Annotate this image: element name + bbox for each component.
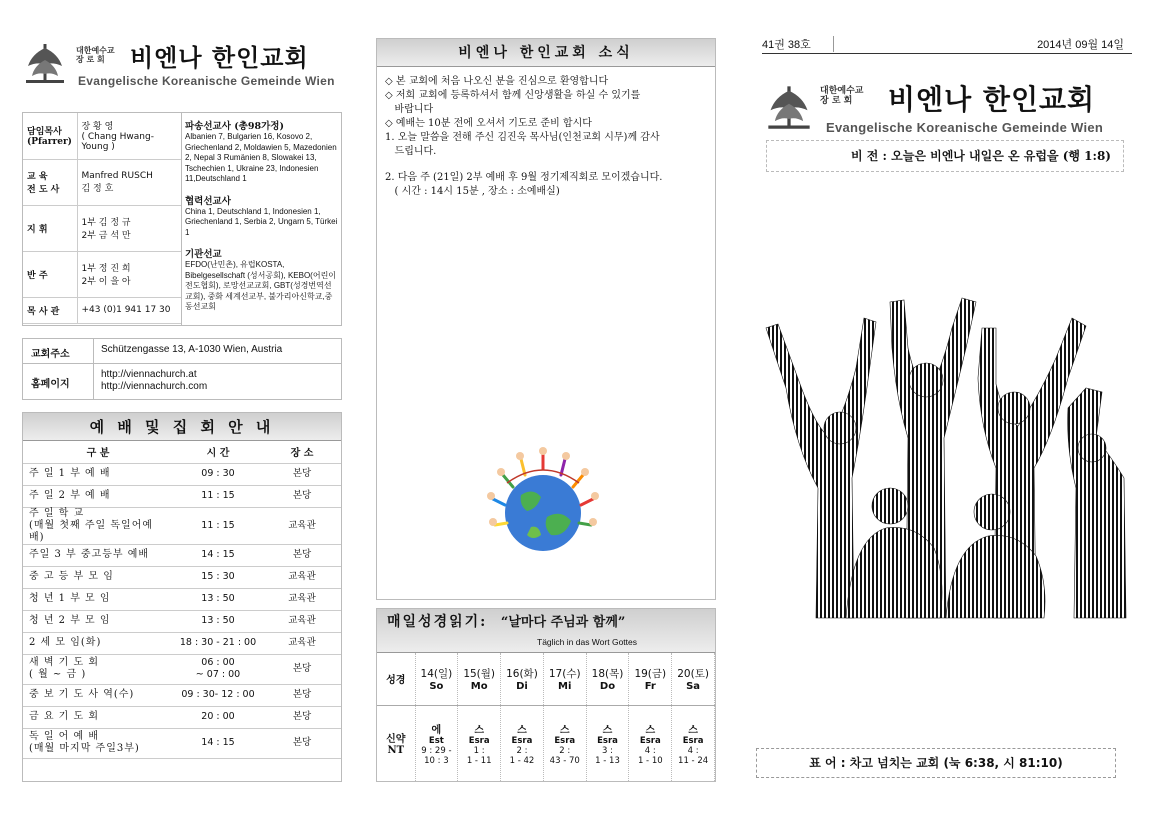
schedule-row [23,654,341,684]
reading-passage [543,705,586,781]
reading-passage [586,705,629,781]
praising-figures-illustration [756,288,1136,628]
schedule-row [23,728,341,758]
church-name-de: Evangelische Koreanische Gemeinde Wien [78,74,335,88]
reading-ref: 9 : 29 - 10 : 3 [421,745,452,766]
schedule-event: 중 보 기 도 사 역(수) [23,684,173,706]
homepage-link-1[interactable]: http://viennachurch.at [101,369,197,380]
volume-number: 41권 38호 [762,36,834,52]
staff-row [23,297,181,323]
schedule-time: 06 : 00 ~ 07 : 00 [173,654,263,684]
reading-day [629,653,672,705]
staff-row [23,113,181,159]
schedule-place: 교육관 [263,588,341,610]
staff-role: 담임목사 (Pfarrer) [23,113,77,159]
staff-box [22,112,342,326]
vision-box [766,140,1124,172]
reading-day [672,653,715,705]
schedule-header-cell: 구 분 [23,441,173,463]
reading-day-ko: 14(일) [420,667,453,680]
church-name-ko: 비엔나 한인교회 [130,44,309,72]
schedule-row [23,632,341,654]
schedule-event: 주 일 1 부 예 배 [23,463,173,485]
reading-passage [458,705,501,781]
reading-book: Esra [511,735,533,746]
schedule-time: 09 : 30- 12 : 00 [173,684,263,706]
reading-book-ko: 스 [559,724,570,736]
reading-book: Esra [682,735,704,746]
homepage-link-2[interactable]: http://viennachurch.com [101,381,208,392]
staff-role: 교 육 전 도 사 [23,159,77,205]
news-item: ◇ 예배는 10분 전에 오셔서 기도로 준비 합시다 [385,118,592,129]
schedule-row [23,588,341,610]
schedule-place: 교육관 [263,610,341,632]
reading-subtitle: Täglich in das Wort Gottes [537,637,637,647]
reading-day [543,653,586,705]
schedule-header-cell: 시 간 [173,441,263,463]
reading-day-de: Do [599,680,616,692]
denomination-bottom: 장 로 회 [76,55,105,64]
church-logo-icon [22,40,68,86]
schedule-place: 교육관 [263,507,341,544]
reading-book-ko: 스 [474,724,484,736]
denomination-top: 대한예수교 [76,46,115,55]
news-item: 1. 오늘 말씀을 전해 주신 김진욱 목사님(인천교회 시무)께 감사 드립니다. [385,132,660,157]
schedule-event: 청 년 1 부 모 임 [23,588,173,610]
schedule-time: 15 : 30 [173,566,263,588]
schedule-time: 09 : 30 [173,463,263,485]
schedule-header-cell: 장 소 [263,441,341,463]
reading-day-de: So [429,680,444,692]
reading-ref: 1 : 1 - 11 [466,745,492,766]
reading-passage [672,705,715,781]
reading-book-ko: 스 [517,724,527,736]
mission-title: 협력선교사 [185,195,231,207]
reading-ref: 2 : 43 - 70 [549,745,580,766]
staff-role: 목 사 관 [23,297,77,323]
schedule-row [23,566,341,588]
schedule-row [23,706,341,728]
news-item: 2. 다음 주 (21일) 2부 예배 후 9월 정기제직회로 모이겠습니다. ( 시간 : 14시 15분 , 장소 : 소예배실) [385,172,663,197]
schedule-table [23,441,341,759]
reading-book-ko: 스 [688,724,698,736]
schedule-place: 본당 [263,728,341,758]
schedule-row [23,544,341,566]
schedule-place: 본당 [263,544,341,566]
church-name-de-large: Evangelische Koreanische Gemeinde Wien [826,120,1104,135]
schedule-event: 중 고 등 부 모 임 [23,566,173,588]
motto-text: 표 어 : 차고 넘치는 교회 (눅 6:38, 시 81:10) [809,756,1063,770]
issue-date: 2014년 09월 14일 [1037,39,1124,51]
reading-day-de: Sa [686,680,701,692]
reading-book: Esra [639,735,661,746]
schedule-place: 본당 [263,654,341,684]
schedule-place: 교육관 [263,566,341,588]
missions-column [181,113,341,325]
reading-quote: “날마다 주님과 함께” [500,615,626,630]
reading-day [458,653,501,705]
denomination-top-right: 대한예수교 [820,86,864,96]
staff-name: +43 (0)1 941 17 30 [77,297,181,323]
right-header [764,78,1124,140]
reading-ref: 4 : 11 - 24 [678,745,709,766]
reading-row-label: 신약 NT [377,705,415,781]
reading-book: Esra [597,735,618,746]
reading-book: Esra [554,735,576,746]
mission-text: China 1, Deutschland 1, Indonesien 1, Griechenland 1, Serbia 2, Ungarn 5, Türkei 1 [185,206,338,237]
schedule-title: 예 배 및 집 회 안 내 [23,413,341,441]
reading-header [377,609,715,653]
reading-day-ko: 16(화) [506,667,538,680]
reading-day-ko: 18(목) [591,667,624,680]
schedule-time: 13 : 50 [173,610,263,632]
reading-book: Esra [468,735,490,746]
left-header [22,38,352,98]
reading-book-ko: 스 [645,724,656,736]
reading-day-ko: 15(월) [463,667,496,680]
reading-day-ko: 19(금) [634,667,667,680]
schedule-row [23,463,341,485]
schedule-place: 본당 [263,463,341,485]
schedule-time: 11 : 15 [173,485,263,507]
mission-title: 기관선교 [185,249,222,260]
reading-book-ko: 에 [431,724,442,736]
issue-line [762,32,1132,54]
schedule-place: 본당 [263,485,341,507]
schedule-time: 18 : 30 - 21 : 00 [173,632,263,654]
staff-name: 장 황 영 ( Chang Hwang-Young ) [77,113,181,159]
address-text: Schützengasse 13, A-1030 Wien, Austria [101,344,283,355]
schedule-place: 본당 [263,684,341,706]
schedule-event: 2 세 모 임(화) [23,632,173,654]
reading-day [586,653,629,705]
church-name-ko-large: 비엔나 한인교회 [888,83,1096,116]
reading-ref: 2 : 1 - 42 [509,745,535,766]
mission-title: 파송선교사 (총98가정) [185,121,284,132]
staff-table [23,113,181,324]
news-item: ◇ 저희 교회에 등록하셔서 함께 신앙생활을 하실 수 있기를 바랍니다 [385,90,641,115]
reading-book: Est [428,735,444,746]
staff-row [23,251,181,297]
schedule-time: 20 : 00 [173,706,263,728]
reading-day-de: Fr [644,680,656,692]
reading-day-de: Mi [558,680,572,692]
homepage-label: 홈페이지 [31,379,70,390]
schedule-place: 본당 [263,706,341,728]
news-title: 비엔나 한인교회 소식 [377,39,715,67]
schedule-time: 13 : 50 [173,588,263,610]
staff-name: 1부 정 진 희 2부 이 을 아 [77,251,181,297]
reading-row-label: 성경 [377,653,415,705]
address-label: 교회주소 [31,349,70,360]
globe-children-icon [481,443,605,567]
church-logo-icon-large [764,82,814,132]
reading-table [377,653,715,781]
reading-passage [415,705,458,781]
schedule-row [23,507,341,544]
reading-title: 매일성경읽기: [387,614,488,630]
reading-day-ko: 20(토) [677,667,709,680]
staff-name: 1부 김 정 규 2부 금 석 만 [77,205,181,251]
schedule-time: 14 : 15 [173,544,263,566]
schedule-event: 청 년 2 부 모 임 [23,610,173,632]
schedule-time: 11 : 15 [173,507,263,544]
address-box [22,338,342,400]
staff-role: 지 휘 [23,205,77,251]
staff-row [23,205,181,251]
reading-passage [629,705,672,781]
news-box [376,38,716,600]
schedule-box [22,412,342,782]
schedule-row [23,684,341,706]
news-item: ◇ 본 교회에 처음 나오신 분을 진심으로 환영합니다 [385,76,609,87]
schedule-row [23,610,341,632]
staff-name: Manfred RUSCH 김 정 호 [77,159,181,205]
schedule-time: 14 : 15 [173,728,263,758]
reading-passage [501,705,544,781]
reading-day-de: Mo [470,680,488,692]
denomination-bottom-right: 장 로 회 [820,96,853,106]
schedule-event: 독 일 어 예 배 (매월 마지막 주일3부) [23,728,173,758]
reading-day [415,653,458,705]
reading-day [501,653,544,705]
news-list [377,67,715,207]
schedule-event: 금 요 기 도 회 [23,706,173,728]
reading-box [376,608,716,782]
reading-day-ko: 17(수) [548,667,581,680]
schedule-event: 주일 3 부 중고등부 예배 [23,544,173,566]
reading-book-ko: 스 [602,724,613,736]
schedule-event: 주 일 2 부 예 배 [23,485,173,507]
mission-text: Albanien 7, Bulgarien 16, Kosovo 2, Griechenland 2, Moldawien 5, Mazedonien 2, Nepal 3 Rumänien 8, Slowakei 13, Tschechien 1, Ukraine 23, Indonesien 11,Deutschland 1 [185,132,337,183]
vision-text: 비 전 : 오늘은 비엔나 내일은 온 유럽을 (행 1:8) [851,149,1111,163]
reading-day-de: Di [516,680,528,692]
reading-ref: 4 : 1 - 10 [637,745,663,766]
mission-text: EFDO(난민촌), 유럽KOSTA, Bibelgesellschaft (성서공회), KEBO(어린이전도협회), 로망선교교회, GBT(성경번역선교회), 중화 세계선교부, 불가리아신학교,중동선교회 [185,260,337,311]
schedule-place: 교육관 [263,632,341,654]
schedule-row [23,485,341,507]
staff-row [23,159,181,205]
schedule-event: 새 벽 기 도 회 ( 월 ~ 금 ) [23,654,173,684]
schedule-event: 주 일 학 교 (매월 첫째 주일 독일어예배) [23,507,173,544]
motto-box [756,748,1116,778]
staff-role: 반 주 [23,251,77,297]
reading-ref: 3 : 1 - 13 [595,745,620,766]
